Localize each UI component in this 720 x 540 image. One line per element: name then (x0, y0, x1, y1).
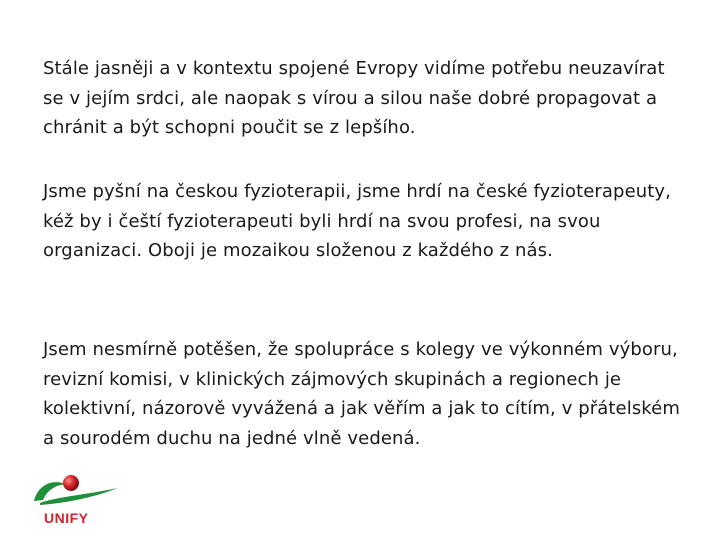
paragraph-2: Jsme pyšní na českou fyzioterapii, jsme hrdí na české fyzioterapeuty, kéž by i čeští fyzioterapeuti byli hrdí na svou profesi, na svou organizaci. Oboji je mozaikou složenou z každého z nás. (43, 181, 671, 261)
logo-text: UNIFY (44, 510, 89, 526)
paragraph-1: Stále jasněji a v kontextu spojené Evropy vidíme potřebu neuzavírat se v jejím srdci, ale naopak s vírou a silou naše dobré propagovat a chránit a být schopni poučit se z lepšího. (43, 58, 665, 138)
unify-logo-icon (30, 470, 122, 510)
paragraph-3: Jsem nesmírně potěšen, že spolupráce s kolegy ve výkonném výboru, revizní komisi, v klinických zájmových skupinách a regionech je kolektivní, názorově vyvážená a jak věřím a jak to cítím, v přátelském a sourodém duchu na jedné vlně vedená. (43, 339, 680, 449)
unify-logo (30, 470, 122, 526)
